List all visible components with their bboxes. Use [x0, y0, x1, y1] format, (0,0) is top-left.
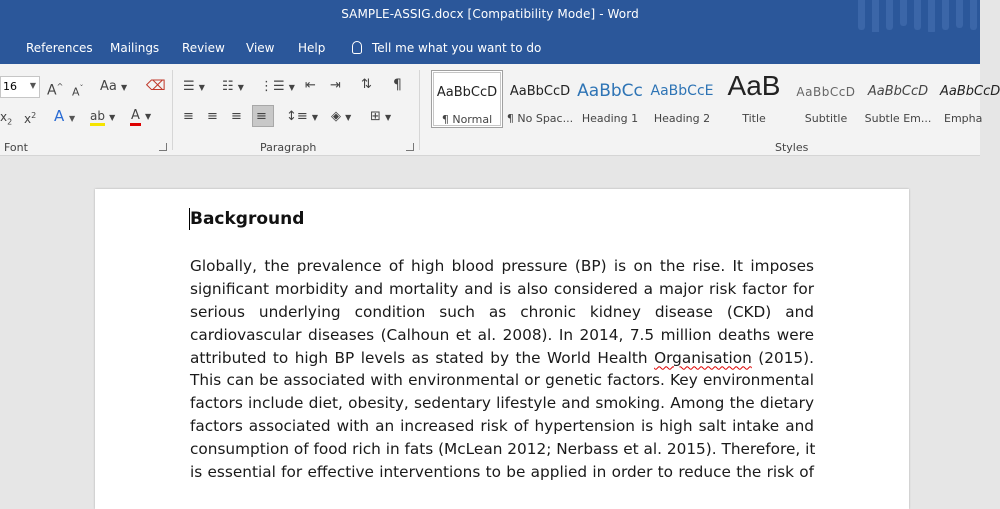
font-size-box[interactable] [0, 76, 40, 98]
paragraph-group-label: Paragraph [260, 141, 317, 154]
style-heading-1[interactable]: AaBbCc Heading 1 [577, 81, 643, 125]
title-bar-pattern [850, 0, 980, 32]
body-line: Globally, the prevalence of high blood pressure (BP) is on the rise. It imposes [190, 257, 814, 275]
group-divider [172, 70, 173, 150]
shading-icon[interactable]: ◈ ▼ [331, 109, 352, 124]
increase-indent-icon[interactable]: ⇥ [330, 78, 341, 93]
highlight-icon[interactable]: ab ▼ [90, 108, 115, 126]
styles-gallery [428, 68, 1000, 130]
window-title: SAMPLE-ASSIG.docx [Compatibility Mode] - Word [341, 7, 639, 21]
tab-references[interactable]: References [26, 41, 93, 55]
body-line: cardiovascular diseases (Calhoun et al. 2008). In 2014, 7.5 million deaths were [190, 325, 814, 344]
body-line: consumption of food rich in fats (McLean 2012; Nerbass et al. 2015). Therefore, it [190, 440, 816, 459]
tab-help[interactable]: Help [298, 41, 326, 55]
tab-mailings[interactable]: Mailings [110, 41, 160, 55]
font-color-icon[interactable]: A ▼ [130, 108, 151, 125]
text-effects-icon[interactable]: A ▼ [54, 107, 76, 125]
style-subtitle[interactable]: AaBbCcD Subtitle [796, 85, 856, 125]
style-normal[interactable]: AaBbCcD ¶ Normal [431, 70, 503, 128]
justify-icon: ≡ [256, 109, 267, 124]
document-canvas [0, 157, 980, 490]
change-case-button[interactable]: Aa ▼ [100, 79, 128, 94]
body-line: significant morbidity and mortality and is also considered a major risk factor for [190, 279, 814, 298]
grow-font-button[interactable]: A^ [47, 82, 64, 99]
show-marks-icon[interactable]: ¶ [393, 77, 402, 93]
body-line: factors associated with an increased risk of hypertension is high salt intake and [190, 417, 814, 436]
body-line: This can be associated with environmental or genetic factors. Key environmental [190, 371, 814, 390]
bullets-icon[interactable]: ☰ ▼ [183, 79, 205, 94]
numbering-icon[interactable]: ☷ ▼ [222, 79, 244, 94]
ribbon-home [0, 64, 1000, 156]
document-page[interactable] [95, 189, 909, 509]
body-line-with-spelling-error: attributed to high BP levels as stated by the World Health Organisation (2015). [190, 348, 814, 367]
styles-group-label: Styles [775, 141, 809, 154]
title-bar [0, 0, 980, 32]
align-right-icon[interactable]: ≡ [231, 109, 242, 124]
tab-view[interactable]: View [246, 41, 275, 55]
misspelled-word[interactable]: Organisation [654, 348, 752, 367]
lightbulb-icon [352, 41, 362, 54]
body-line: serious underlying condition such as chronic kidney disease (CKD) and [190, 302, 814, 321]
style-subtle-emphasis[interactable]: AaBbCcD Subtle Em... [864, 84, 932, 125]
font-size-value: 16 [3, 80, 17, 93]
line-spacing-icon[interactable]: ↕≡ ▼ [286, 109, 319, 124]
align-left-icon[interactable]: ≡ [183, 109, 194, 124]
style-title[interactable]: AaB Title [727, 70, 781, 125]
style-no-spacing[interactable]: AaBbCcD ¶ No Spac... [506, 84, 574, 125]
body-line: factors include diet, obesity, sedentary lifestyle and smoking. Among the dietary [190, 394, 814, 413]
clear-formatting-icon[interactable]: ⌫ [146, 78, 166, 94]
align-center-icon[interactable]: ≡ [207, 109, 218, 124]
subscript-icon[interactable]: $x_2$ [0, 110, 13, 127]
borders-icon[interactable]: ⊞ ▼ [370, 109, 392, 124]
body-line: is essential for effective interventions to be applied in order to reduce the risk of [190, 463, 814, 482]
style-heading-2[interactable]: AaBbCcE Heading 2 [650, 83, 714, 125]
group-divider [419, 70, 420, 150]
tell-me-search[interactable] [352, 41, 541, 55]
chevron-down-icon: ▼ [29, 81, 36, 90]
tab-review[interactable]: Review [182, 41, 225, 55]
paragraph-dialog-launcher[interactable] [406, 143, 414, 151]
document-body[interactable] [190, 255, 814, 484]
font-group-label: Font [4, 141, 28, 154]
multilevel-list-icon[interactable]: ⋮☰ ▼ [260, 79, 295, 94]
style-emphasis[interactable]: AaBbCcD Empha [940, 84, 1000, 125]
decrease-indent-icon[interactable]: ⇤ [305, 78, 316, 93]
font-dialog-launcher[interactable] [159, 143, 167, 151]
document-heading[interactable]: Background [190, 209, 305, 229]
tell-me-label: Tell me what you want to do [372, 41, 542, 55]
sort-icon[interactable]: ⇅ [361, 77, 372, 92]
shrink-font-button[interactable]: $A^ˇ$ [72, 84, 84, 99]
superscript-icon[interactable]: $x^2$ [24, 111, 37, 126]
ribbon-tabs [0, 32, 980, 64]
